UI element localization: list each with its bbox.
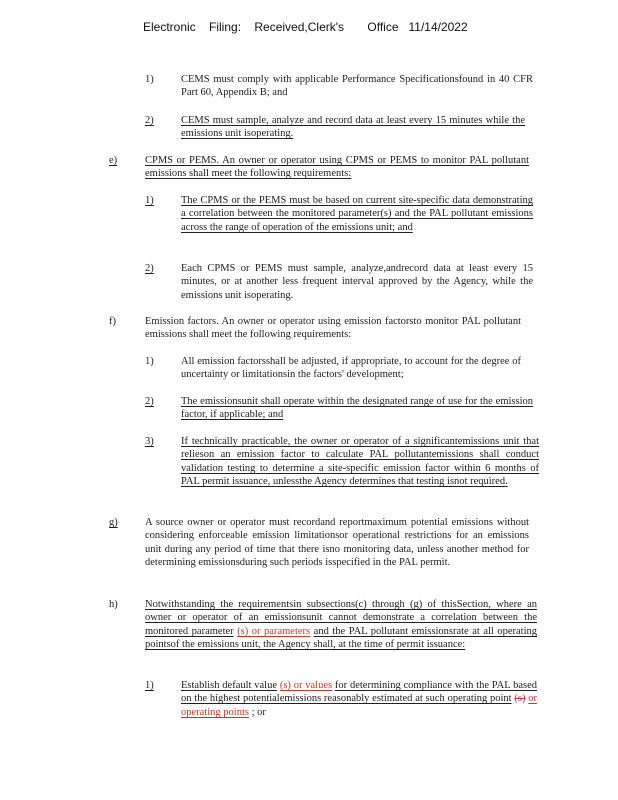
item-label: h) — [109, 599, 118, 610]
item-text: All emission factorsshall be adjusted, if appropriate, to account for the degree of uncertainty or limitationsin the factors' development; — [181, 356, 521, 381]
item-label: 3) — [145, 436, 154, 447]
item-label: g) — [109, 517, 118, 528]
inserted-text: (s) or parameters — [237, 625, 311, 637]
item-label: 2) — [145, 115, 154, 126]
item-label: 1) — [145, 74, 154, 85]
item-label: f) — [109, 316, 116, 327]
item-label: 2) — [145, 396, 154, 407]
item-text: CEMS must comply with applicable Performance Specificationsfound in 40 CFR Part 60, Appendix B; and — [181, 74, 533, 99]
item-text: The emissionsunit shall operate within the designated range of use for the emission factor, if applicable; and — [181, 396, 533, 421]
inserted-text: or operating points — [181, 693, 537, 718]
electronic-filing-header: Electronic Filing: Received,Clerk's Office 11/14/2022 — [143, 20, 468, 34]
deleted-text: (s) — [514, 693, 526, 705]
item-label: 1) — [145, 680, 154, 691]
text-segment: Notwithstanding the requirementsin subsections(c) through (g) of thisSection, where an owner or operator of an emissionsunit cannot demonstrate a correlation between the monitored parameter — [145, 599, 537, 637]
text-segment: ; or — [251, 706, 266, 718]
item-text: If technically practicable, the owner or operator of a significantemissions unit that relieson an emission factor to calculate PAL pollutantemissions shall conduct validation testing to determine a site-specific emission factor within 6 months of PAL permit issuance, unlessthe Agency determines that testing isnot required. — [181, 436, 539, 488]
item-label: 2) — [145, 263, 154, 274]
inserted-text: (s) or values — [279, 680, 333, 691]
item-label: e) — [109, 155, 118, 166]
item-text: CEMS must sample, analyze and record data at least every 15 minutes while the emissions unit isoperating. — [181, 115, 525, 140]
text-segment: Establish default value — [181, 680, 278, 691]
item-text: A source owner or operator must recordand reportmaximum potential emissions without considering enforceable emission limitationsor operational restrictions for an emissions unit during any period of time that there isno monitoring data, unless another method for determining emissionsduring such periods isspecified in the PAL permit. — [145, 517, 529, 569]
text-segment: for determining compliance with the PAL based on the highest potentialemissions reasonably estimated at such operating point — [181, 680, 538, 705]
item-text: Emission factors. An owner or operator using emission factorsto monitor PAL pollutant emissions shall meet the following requirements: — [145, 316, 521, 341]
item-text: CPMS or PEMS. An owner or operator using CPMS or PEMS to monitor PAL pollutant emissions shall meet the following requirements: — [145, 155, 529, 180]
item-label: 1) — [145, 195, 154, 206]
item-text — [181, 679, 537, 719]
item-text: The CPMS or the PEMS must be based on current site-specific data demonstrating a correlation between the monitored parameter(s) and the PAL pollutant emissions across the range of operation of the emissions unit; and — [181, 195, 533, 233]
text-segment: and the PAL pollutant emissionsrate at all operating pointsof the emissions unit, the Agency shall, at the time of permit issuance: — [145, 625, 537, 651]
item-text: Each CPMS or PEMS must sample, analyze,andrecord data at least every 15 minutes, or at another less frequent interval approved by the Agency, while the emissions unit isoperating. — [181, 263, 533, 301]
item-label: 1) — [145, 356, 154, 367]
item-text — [145, 598, 537, 652]
